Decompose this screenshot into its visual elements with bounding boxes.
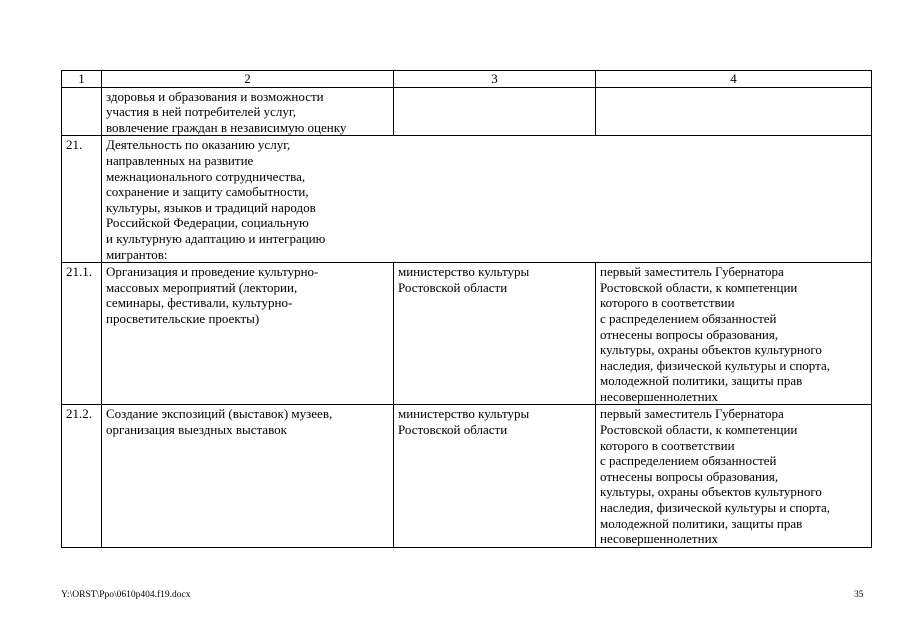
table-row: [62, 405, 872, 547]
table-row: [62, 136, 872, 263]
cell-text-line: Ростовской области, к компетенции: [600, 422, 798, 438]
table-row: [62, 87, 872, 136]
cell-text-line: первый заместитель Губернатора: [600, 264, 784, 280]
row-number: 21.1.: [62, 263, 102, 405]
column-header-2: 2: [102, 71, 394, 88]
activity-cell: [102, 87, 394, 136]
cell-text-line: Ростовской области: [398, 279, 508, 295]
cell-text-line: Деятельность по оказанию услуг,: [106, 137, 291, 153]
activity-cell: [102, 263, 394, 405]
responsible-body-cell: [394, 405, 596, 547]
cell-text-line: министерство культуры: [398, 264, 530, 280]
row-number: 21.: [62, 136, 102, 263]
cell-text-line: несовершеннолетних: [600, 531, 719, 547]
cell-text-line: молодежной политики, защиты прав: [600, 373, 803, 389]
activity-cell: [102, 405, 394, 547]
cell-text-line: просветительские проекты): [106, 310, 260, 326]
cell-text-line: вовлечение граждан в независимую оценку: [106, 119, 347, 135]
cell-text-line: отнесены вопросы образования,: [600, 326, 779, 342]
row-number: [62, 87, 102, 136]
cell-text-line: культуры, охраны объектов культурного: [600, 342, 822, 358]
cell-text-line: молодежной политики, защиты прав: [600, 515, 803, 531]
official-cell: [596, 87, 872, 136]
cell-text-line: участия в ней потребителей услуг,: [106, 104, 297, 120]
cell-text-line: с распределением обязанностей: [600, 310, 777, 326]
cell-text-line: министерство культуры: [398, 406, 530, 422]
activity-cell: [102, 136, 872, 263]
column-header-1: 1: [62, 71, 102, 88]
cell-text-line: Ростовской области, к компетенции: [600, 279, 798, 295]
cell-text-line: культуры, языков и традиций народов: [106, 199, 316, 215]
column-header-3: 3: [394, 71, 596, 88]
cell-text-line: наследия, физической культуры и спорта,: [600, 357, 830, 373]
cell-text-line: которого в соответствии: [600, 437, 735, 453]
file-path: Y:\ORST\Ppo\0610p404.f19.docx: [61, 590, 191, 600]
cell-text-line: сохранение и защиту самобытности,: [106, 184, 309, 200]
cell-text-line: культуры, охраны объектов культурного: [600, 484, 822, 500]
table-row: [62, 263, 872, 405]
cell-text-line: и культурную адаптацию и интеграцию: [106, 230, 326, 246]
table-body: [62, 87, 872, 547]
cell-text-line: семинары, фестивали, культурно-: [106, 295, 293, 311]
header-row: [62, 71, 872, 88]
official-cell: [596, 263, 872, 405]
official-cell: [596, 405, 872, 547]
cell-text-line: которого в соответствии: [600, 295, 735, 311]
column-header-4: 4: [596, 71, 872, 88]
cell-text-line: мигрантов:: [106, 246, 168, 262]
cell-text-line: несовершеннолетних: [600, 388, 719, 404]
cell-text-line: первый заместитель Губернатора: [600, 406, 784, 422]
page-number: 35: [854, 590, 864, 600]
row-number: 21.2.: [62, 405, 102, 547]
cell-text-line: здоровья и образования и возможности: [106, 88, 324, 104]
cell-text-line: Организация и проведение культурно-: [106, 264, 319, 280]
cell-text-line: массовых мероприятий (лектории,: [106, 279, 298, 295]
cell-text-line: с распределением обязанностей: [600, 453, 777, 469]
cell-text-line: наследия, физической культуры и спорта,: [600, 500, 830, 516]
responsible-body-cell: [394, 87, 596, 136]
responsible-body-cell: [394, 263, 596, 405]
cell-text-line: организация выездных выставок: [106, 422, 287, 438]
services-table: [61, 70, 872, 548]
cell-text-line: Ростовской области: [398, 422, 508, 438]
cell-text-line: межнационального сотрудничества,: [106, 168, 306, 184]
cell-text-line: Российской Федерации, социальную: [106, 215, 309, 231]
cell-text-line: направленных на развитие: [106, 152, 254, 168]
cell-text-line: отнесены вопросы образования,: [600, 468, 779, 484]
cell-text-line: Создание экспозиций (выставок) музеев,: [106, 406, 333, 422]
